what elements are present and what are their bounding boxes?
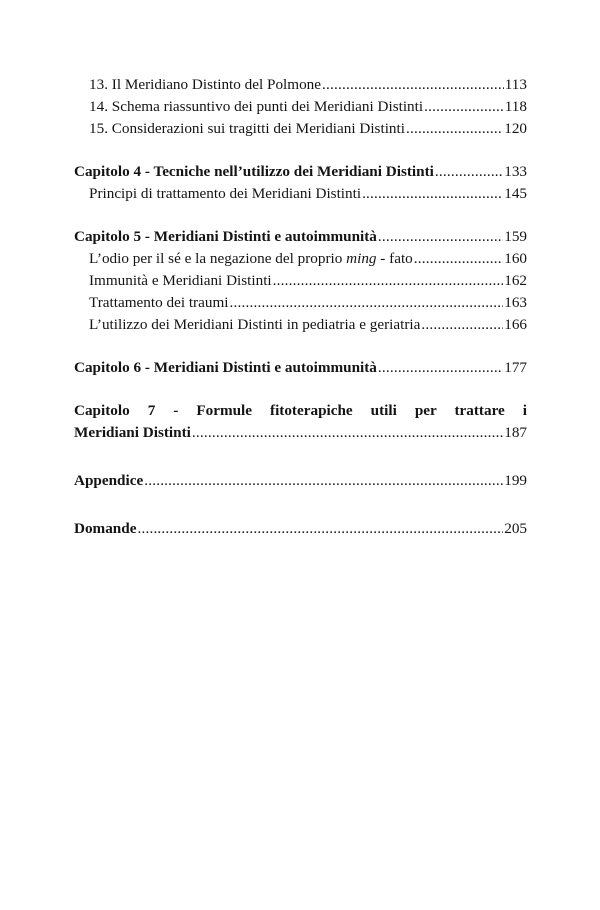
toc-entry-label: Trattamento dei traumi bbox=[89, 294, 229, 311]
toc-chapter-label: Domande bbox=[74, 520, 137, 537]
toc-entry-label bbox=[89, 248, 413, 270]
dot-leader bbox=[414, 248, 503, 270]
toc-entry-label: L’utilizzo dei Meridiani Distinti in pediatria e geriatria bbox=[89, 316, 421, 333]
toc-page-number: 166 bbox=[504, 316, 527, 333]
toc-entry-chapter-5[interactable] bbox=[74, 226, 527, 248]
spacer bbox=[74, 140, 527, 161]
toc-page-number: 113 bbox=[504, 76, 527, 93]
dot-leader bbox=[229, 292, 503, 314]
toc-entry-chapter-4[interactable] bbox=[74, 161, 527, 183]
dot-leader bbox=[137, 518, 503, 540]
dot-leader bbox=[362, 183, 503, 205]
toc-chapter-label-line1: Capitolo 7 - Formule fitoterapiche utili per trattare i bbox=[74, 402, 527, 419]
table-of-contents bbox=[74, 74, 527, 540]
dot-leader bbox=[435, 161, 503, 183]
toc-chapter-label-line2: Meridiani Distinti bbox=[74, 424, 191, 441]
toc-chapter-label-line2-row bbox=[74, 422, 527, 444]
dot-leader bbox=[378, 226, 503, 248]
spacer bbox=[74, 379, 527, 400]
spacer bbox=[74, 444, 527, 470]
toc-chapter-label: Appendice bbox=[74, 472, 144, 489]
dot-leader bbox=[322, 74, 504, 96]
spacer bbox=[74, 492, 527, 518]
toc-chapter-label: Capitolo 4 - Tecniche nell’utilizzo dei Meridiani Distinti bbox=[74, 163, 434, 180]
toc-entry-label: Principi di trattamento dei Meridiani Distinti bbox=[89, 185, 362, 202]
toc-page-number: 160 bbox=[504, 250, 527, 267]
toc-page-number: 133 bbox=[504, 163, 527, 180]
toc-entry-label-part: - fato bbox=[376, 250, 413, 267]
toc-page-number: 177 bbox=[504, 359, 527, 376]
spacer bbox=[74, 205, 527, 226]
toc-entry-section-14[interactable] bbox=[74, 96, 527, 118]
toc-entry-chapter-5-odio[interactable] bbox=[74, 248, 527, 270]
toc-chapter-label: Capitolo 6 - Meridiani Distinti e autoimmunità bbox=[74, 359, 377, 376]
toc-entry-label-italic: ming bbox=[346, 250, 377, 267]
toc-entry-section-15[interactable] bbox=[74, 118, 527, 140]
toc-entry-label: Immunità e Meridiani Distinti bbox=[89, 272, 272, 289]
toc-page-number: 159 bbox=[504, 228, 527, 245]
toc-entry-chapter-7[interactable] bbox=[74, 400, 527, 444]
toc-entry-label: 15. Considerazioni sui tragitti dei Meridiani Distinti bbox=[89, 120, 405, 137]
toc-entry-domande[interactable] bbox=[74, 518, 527, 540]
toc-entry-chapter-5-pediatria[interactable] bbox=[74, 314, 527, 336]
toc-page-number: 187 bbox=[504, 424, 527, 441]
dot-leader bbox=[421, 314, 503, 336]
toc-page-number: 145 bbox=[504, 185, 527, 202]
dot-leader bbox=[144, 470, 503, 492]
toc-page-number: 120 bbox=[504, 120, 527, 137]
toc-page-number: 205 bbox=[504, 520, 527, 537]
toc-page-number: 199 bbox=[504, 472, 527, 489]
toc-entry-label: 14. Schema riassuntivo dei punti dei Meridiani Distinti bbox=[89, 98, 424, 115]
toc-page-number: 118 bbox=[504, 98, 527, 115]
toc-entry-label-part: L’odio per il sé e la negazione del proprio bbox=[89, 250, 347, 267]
dot-leader bbox=[192, 422, 503, 444]
toc-chapter-label: Capitolo 5 - Meridiani Distinti e autoimmunità bbox=[74, 228, 377, 245]
toc-entry-label: 13. Il Meridiano Distinto del Polmone bbox=[89, 76, 322, 93]
toc-entry-chapter-5-traumi[interactable] bbox=[74, 292, 527, 314]
toc-entry-section-13[interactable] bbox=[74, 74, 527, 96]
spacer bbox=[74, 336, 527, 357]
dot-leader bbox=[273, 270, 504, 292]
dot-leader bbox=[378, 357, 503, 379]
toc-entry-chapter-6[interactable] bbox=[74, 357, 527, 379]
toc-entry-chapter-4-principles[interactable] bbox=[74, 183, 527, 205]
dot-leader bbox=[424, 96, 504, 118]
toc-entry-appendice[interactable] bbox=[74, 470, 527, 492]
toc-page-number: 162 bbox=[504, 272, 527, 289]
toc-entry-chapter-5-immunita[interactable] bbox=[74, 270, 527, 292]
toc-page-number: 163 bbox=[504, 294, 527, 311]
dot-leader bbox=[406, 118, 503, 140]
